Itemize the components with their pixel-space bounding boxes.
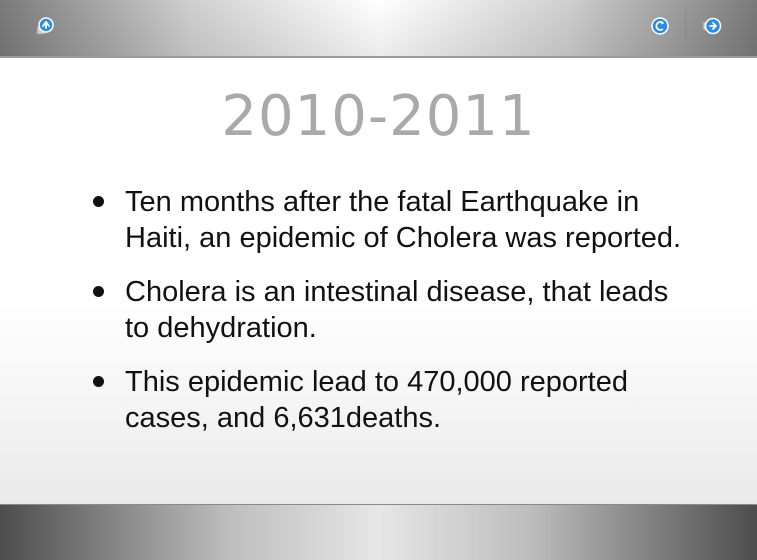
bullet-text: This epidemic lead to 470,000 reported cases, and 6,631deaths. xyxy=(125,366,628,434)
toolbar-divider xyxy=(685,10,686,40)
home-icon xyxy=(35,16,55,36)
bullet-text: Cholera is an intestinal disease, that leads to dehydration. xyxy=(125,276,669,344)
previous-slide-button[interactable] xyxy=(650,16,670,36)
home-button[interactable] xyxy=(35,16,55,36)
next-icon xyxy=(702,16,722,36)
slide-title: 2010-2011 xyxy=(221,84,536,149)
bullet-dot xyxy=(93,286,104,297)
bullet-dot xyxy=(93,376,104,387)
previous-icon xyxy=(650,16,670,36)
bullet-list xyxy=(91,184,691,454)
next-slide-button[interactable] xyxy=(702,16,722,36)
bullet-dot xyxy=(93,196,104,207)
top-toolbar xyxy=(0,0,757,58)
bullet-item xyxy=(91,274,691,346)
bottom-bar xyxy=(0,504,757,560)
slide-canvas xyxy=(0,58,757,504)
bullet-item xyxy=(91,364,691,436)
bullet-text: Ten months after the fatal Earthquake in Haiti, an epidemic of Cholera was reported. xyxy=(125,186,682,254)
bullet-item xyxy=(91,184,691,256)
